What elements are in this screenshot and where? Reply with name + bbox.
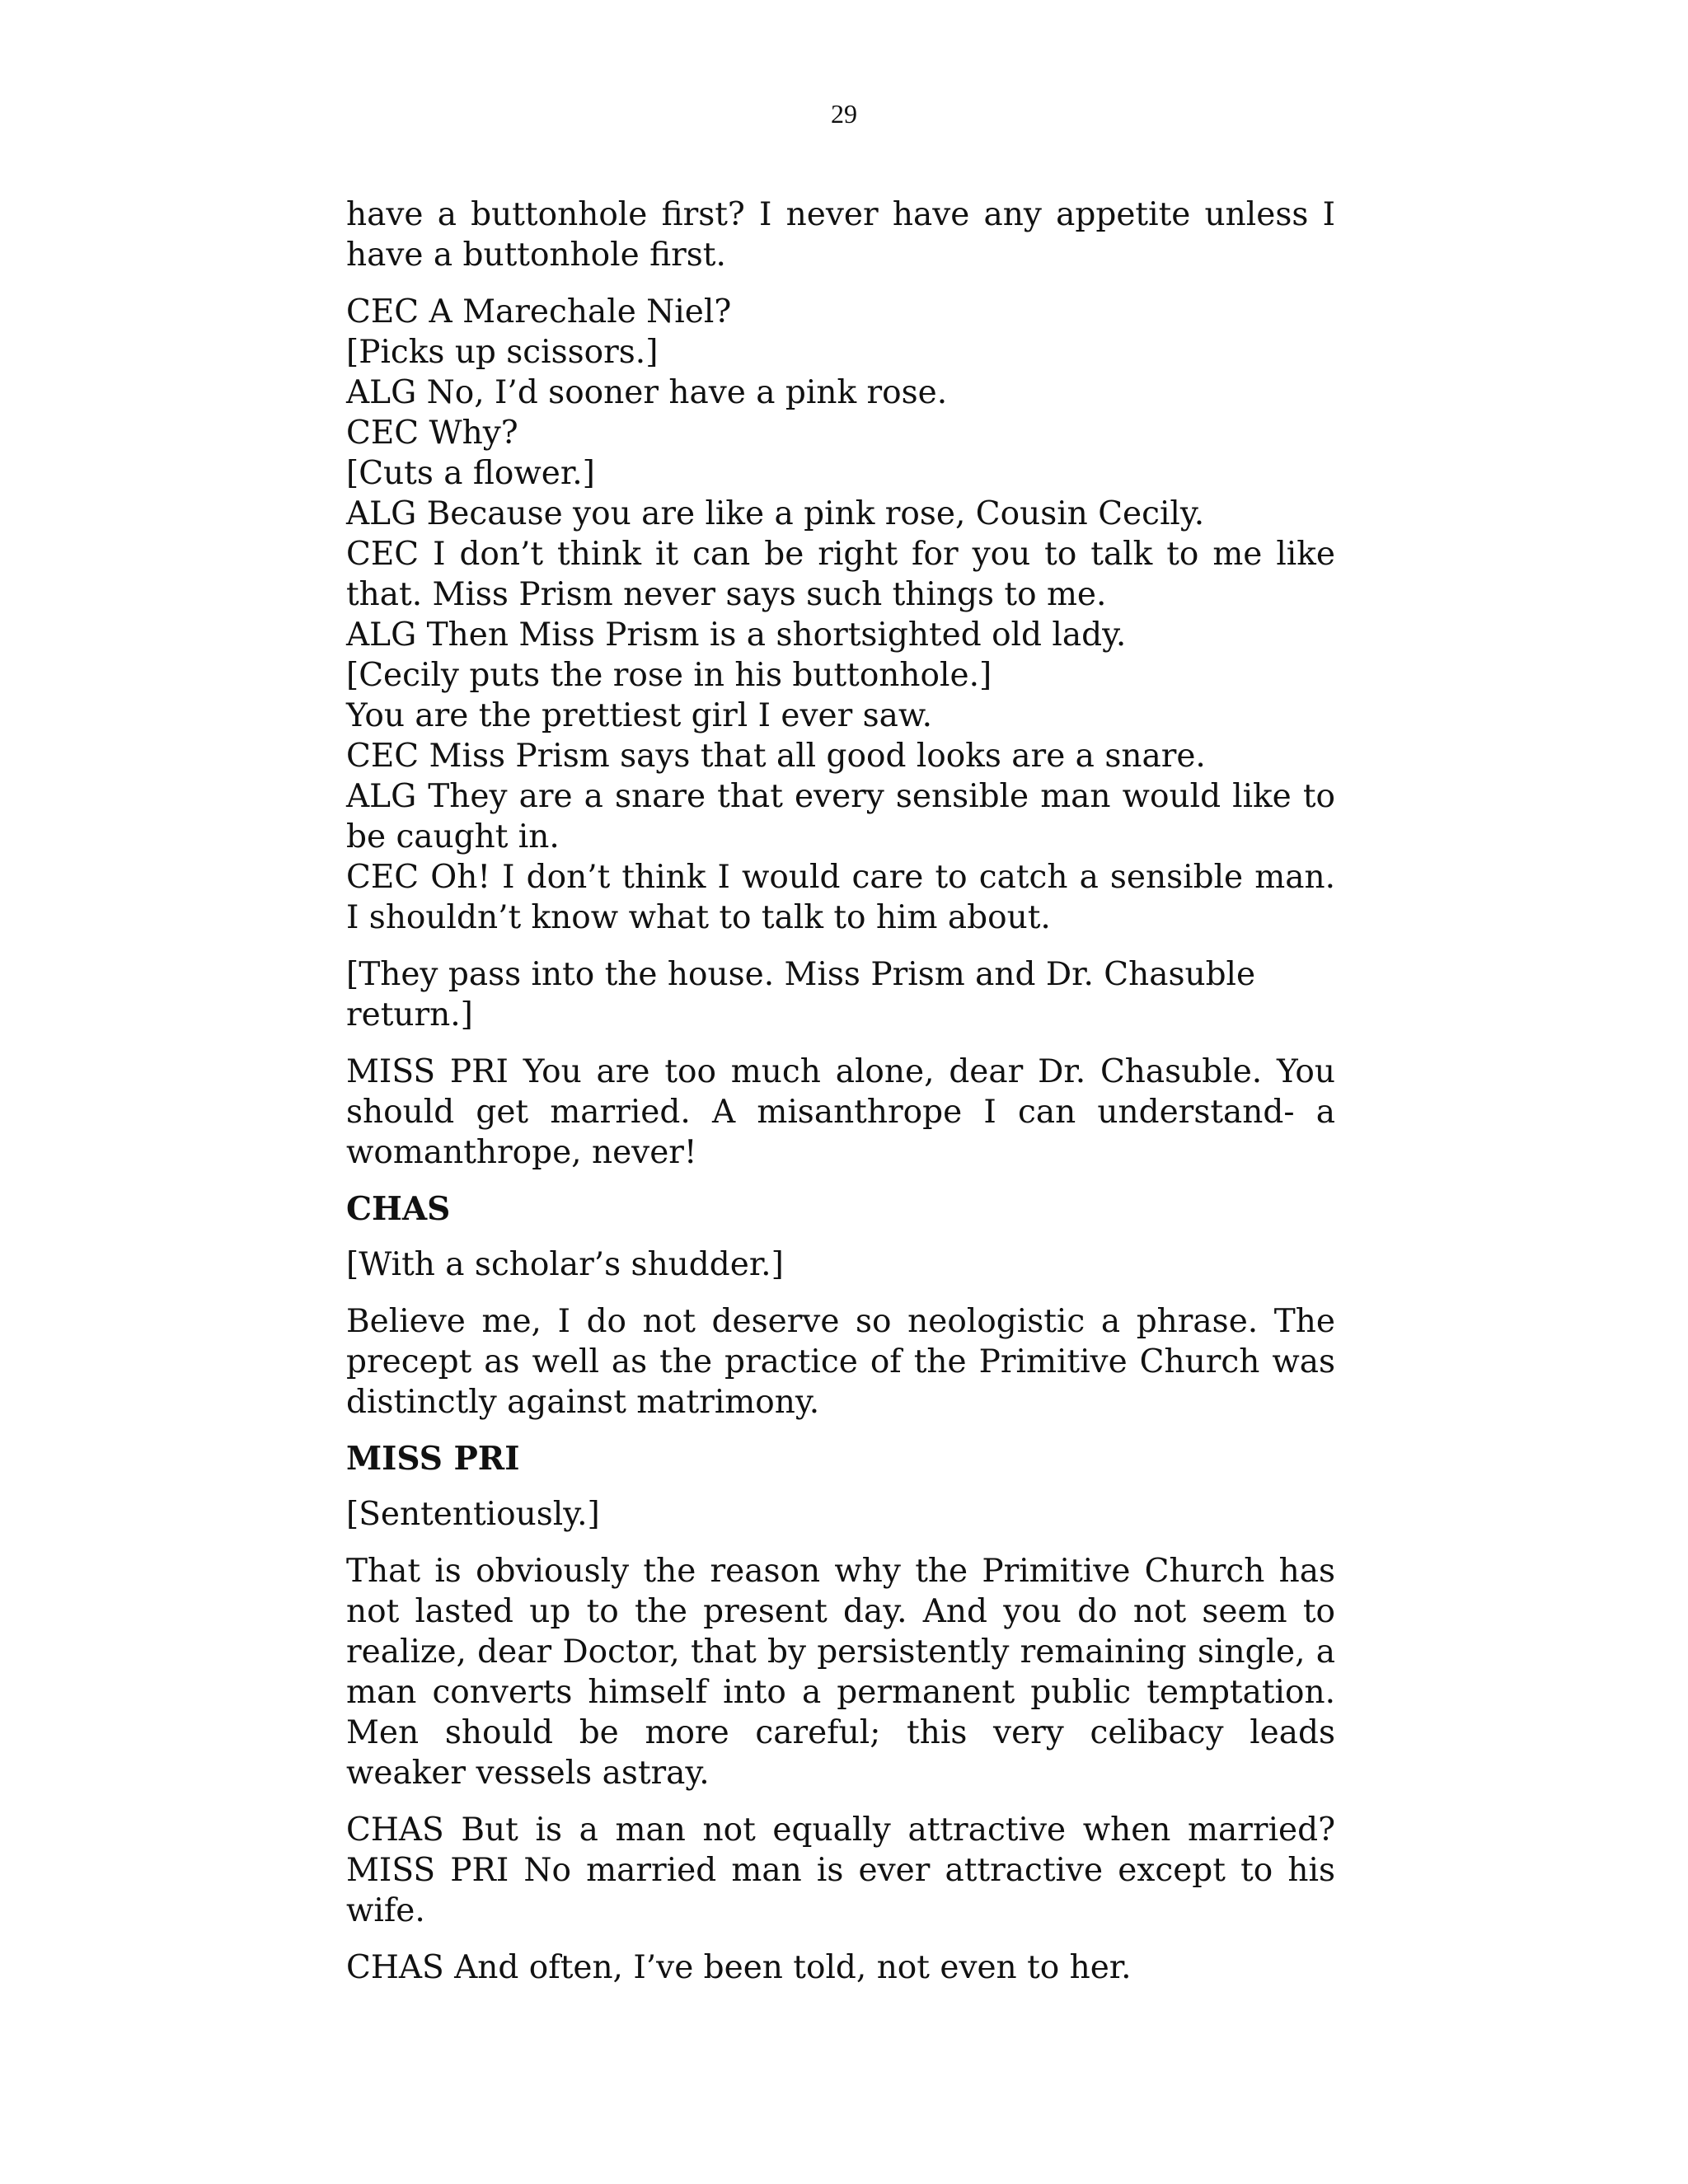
stage-direction: [Cuts a flower.] [346, 455, 595, 492]
dialogue-line: ALG No, I’d sooner have a pink rose. [346, 374, 948, 411]
speaker-heading-chas: CHAS [346, 1190, 451, 1228]
dialogue-group-1 [346, 292, 1335, 938]
page-number: 29 [831, 99, 857, 129]
dialogue-line: CEC I don’t think it can be right for you to talk to me like that. Miss Prism never says such things to me. [346, 536, 1335, 613]
dialogue-miss-pri-obviously: That is obviously the reason why the Primitive Church has not lasted up to the present day. And you do not seem to realize, dear Doctor, that by persistently remaining single, a man converts himself into a permanent public temptation. Men should be more careful; this very celibacy leads weaker vessels astray. [346, 1553, 1335, 1792]
page-body [346, 194, 1335, 2004]
stage-direction: [Picks up scissors.] [346, 334, 659, 371]
stage-direction-shudder: [With a scholar’s shudder.] [346, 1246, 784, 1283]
dialogue-line: ALG Because you are like a pink rose, Cousin Cecily. [346, 495, 1205, 532]
dialogue-line: CEC Oh! I don’t think I would care to catch a sensible man. I shouldn’t know what to talk to him about. [346, 859, 1335, 936]
speaker-heading-miss-pri: MISS PRI [346, 1440, 520, 1478]
dialogue-line: You are the prettiest girl I ever saw. [346, 697, 933, 734]
dialogue-line: CEC Miss Prism says that all good looks are a snare. [346, 738, 1206, 775]
stage-direction: [Cecily puts the rose in his buttonhole.] [346, 657, 992, 694]
dialogue-chas-often: CHAS And often, I’ve been told, not even to her. [346, 1949, 1132, 1986]
stage-direction-sententiously: [Sententiously.] [346, 1496, 600, 1533]
dialogue-line: ALG Then Miss Prism is a shortsighted old lady. [346, 616, 1127, 654]
dialogue-chas-believe: Believe me, I do not deserve so neologistic a phrase. The precept as well as the practice of the Primitive Church was distinctly against matrimony. [346, 1303, 1335, 1421]
stage-direction-pass: [They pass into the house. Miss Prism and Dr. Chasuble return.] [346, 956, 1256, 1033]
dialogue-line: ALG They are a snare that every sensible man would like to be caught in. [346, 778, 1335, 855]
dialogue-miss-pri-alone: MISS PRI You are too much alone, dear Dr. Chasuble. You should get married. A misanthrope I can understand- a womanthrope, never! [346, 1053, 1335, 1171]
dialogue-chas-married: CHAS But is a man not equally attractive when married? MISS PRI No married man is ever attractive except to his wife. [346, 1811, 1335, 1929]
dialogue-line: CEC A Marechale Niel? [346, 293, 732, 330]
paragraph-buttonhole: have a buttonhole first? I never have any appetite unless I have a buttonhole first. [346, 196, 1335, 274]
dialogue-line: CEC Why? [346, 415, 518, 452]
